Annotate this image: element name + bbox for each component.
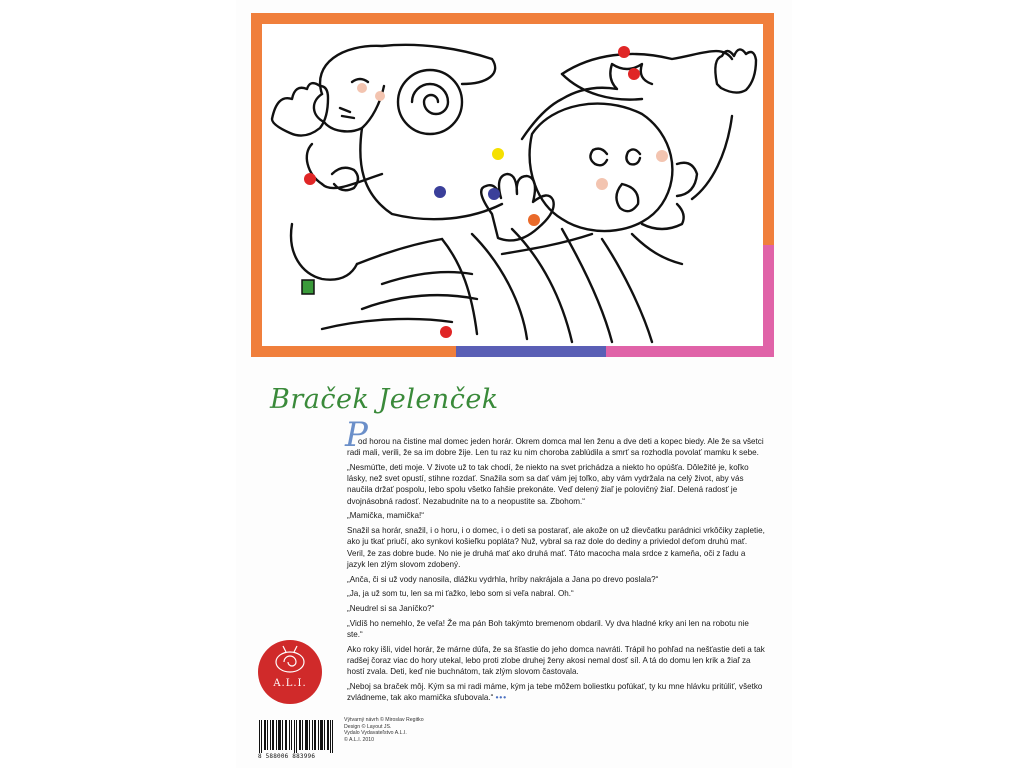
- story-paragraph-4: Snažil sa horár, snažil, i o horu, i o domec, i o deti sa postarať, ale akože on už dievčatku parádnici vrkôčiky zapletie, ako ju tkať priučí, ako synkovi košieľku poplátа? Nuž, vybral sa raz dole do dediny a priviedol deťom druhú mať. Veril, že zas dobre bude. No nie je druhá mať ako druhá mať. Táto macocha mala srdce z kameňa, oči z ľadu a jazyk len zlým slovom zdobený.: [347, 526, 765, 569]
- frame-right-bottom: [763, 245, 774, 357]
- story-paragraph-1: od horou na čistine mal domec jeden horár. Okrem domca mal len ženu a dve deti a kopec biedy. Ale že sa všetci radi mali, verili, že sa im dobre žije. Len tu raz ku nim choroba zablúdila a smrť sa rozhodla povolať mamku k sebe.: [347, 437, 764, 458]
- continuation-dots: •••: [495, 693, 508, 703]
- story-title: Braček Jelenček: [270, 384, 499, 415]
- drop-cap: P: [345, 415, 368, 455]
- barcode-number: 8 588006 883996: [258, 753, 316, 760]
- frame-bottom-mid: [456, 346, 606, 357]
- story-paragraph-6: „Ja, ja už som tu, len sa mi ťažko, lebo som si veľa nabral. Oh.“: [347, 589, 574, 599]
- frame-left: [251, 13, 262, 357]
- story-paragraph-3: „Mamička, mamička!“: [347, 511, 424, 521]
- story-paragraph-2: „Nesmúťte, deti moje. V živote už to tak chodí, že niekto na svet prichádza a niekto ho opúšťa. Dôležité je, koľko lásky, než svet opustí, stihne rozdať. Snažila som sa dať vám jej toľko, aby vám vydržala na celý život, aby vás naučila držať pospolu, lebo spolu všetko ľahšie prekonáte. Veď delený žiaľ je polovičný žiaľ. Delená radosť je dvojnásobná radosť. Nezabudnite na to a neopustite sa. Zbohom.“: [347, 463, 749, 506]
- story-paragraph-10: [347, 681, 765, 703]
- story-paragraph-10-text: „Neboj sa braček môj. Kým sa mi radi máme, kým ja tebe môžem boliestku pofúkať, ty ku mne hlávku pritúliť, všetko zvládneme, tak ako mamička sľubovala.“: [347, 682, 763, 703]
- story-paragraph-5: „Anča, či si už vody nanosila, dlážku vydrhla, hríby nakrájala a Jana po drevo poslala?“: [347, 574, 659, 584]
- story-paragraph-8: „Vidíš ho nemehlo, že veľa! Že ma pán Boh takýmto bremenom obdaril. Vy dva hladné krky ani len na robotu nie ste.“: [347, 619, 749, 640]
- frame-right-top: [763, 13, 774, 245]
- publisher-logo: [258, 640, 322, 704]
- barcode: [258, 720, 334, 753]
- story-text: [347, 436, 765, 707]
- credits: [344, 717, 424, 743]
- frame-top: [251, 13, 774, 24]
- credit-line-3: Vydalo Vydavateľstvo A.L.I.: [344, 730, 407, 737]
- frame-bottom-left: [251, 346, 456, 357]
- story-paragraph-7: „Neudrel si sa Janíčko?“: [347, 604, 435, 614]
- frame-bottom-right: [606, 346, 774, 357]
- logo-text: A.L.I.: [273, 678, 307, 689]
- story-paragraph-9: Ako roky išli, videl horár, že márne dúfa, že sa šťastie do jeho domca navráti. Trápil ho pohľad na nešťastie deti a tak radšej čoraz viac do hory utekal, lebo proti zlobe druhej ženy akosi nemal dosť síl. A tá do domu len krik a žiaľ za hostí zvala. Deti, keď nie buchnátom, tak zlým slovom častovala.: [347, 645, 765, 677]
- credit-line-1: Výtvarný návrh © Miroslav Regitko: [344, 717, 424, 723]
- logo-snail-icon: [258, 640, 322, 704]
- credit-line-2: Design © Layout JS.: [344, 723, 392, 730]
- coloring-illustration: [262, 24, 763, 346]
- credit-line-4: © A.L.I. 2010: [344, 736, 375, 743]
